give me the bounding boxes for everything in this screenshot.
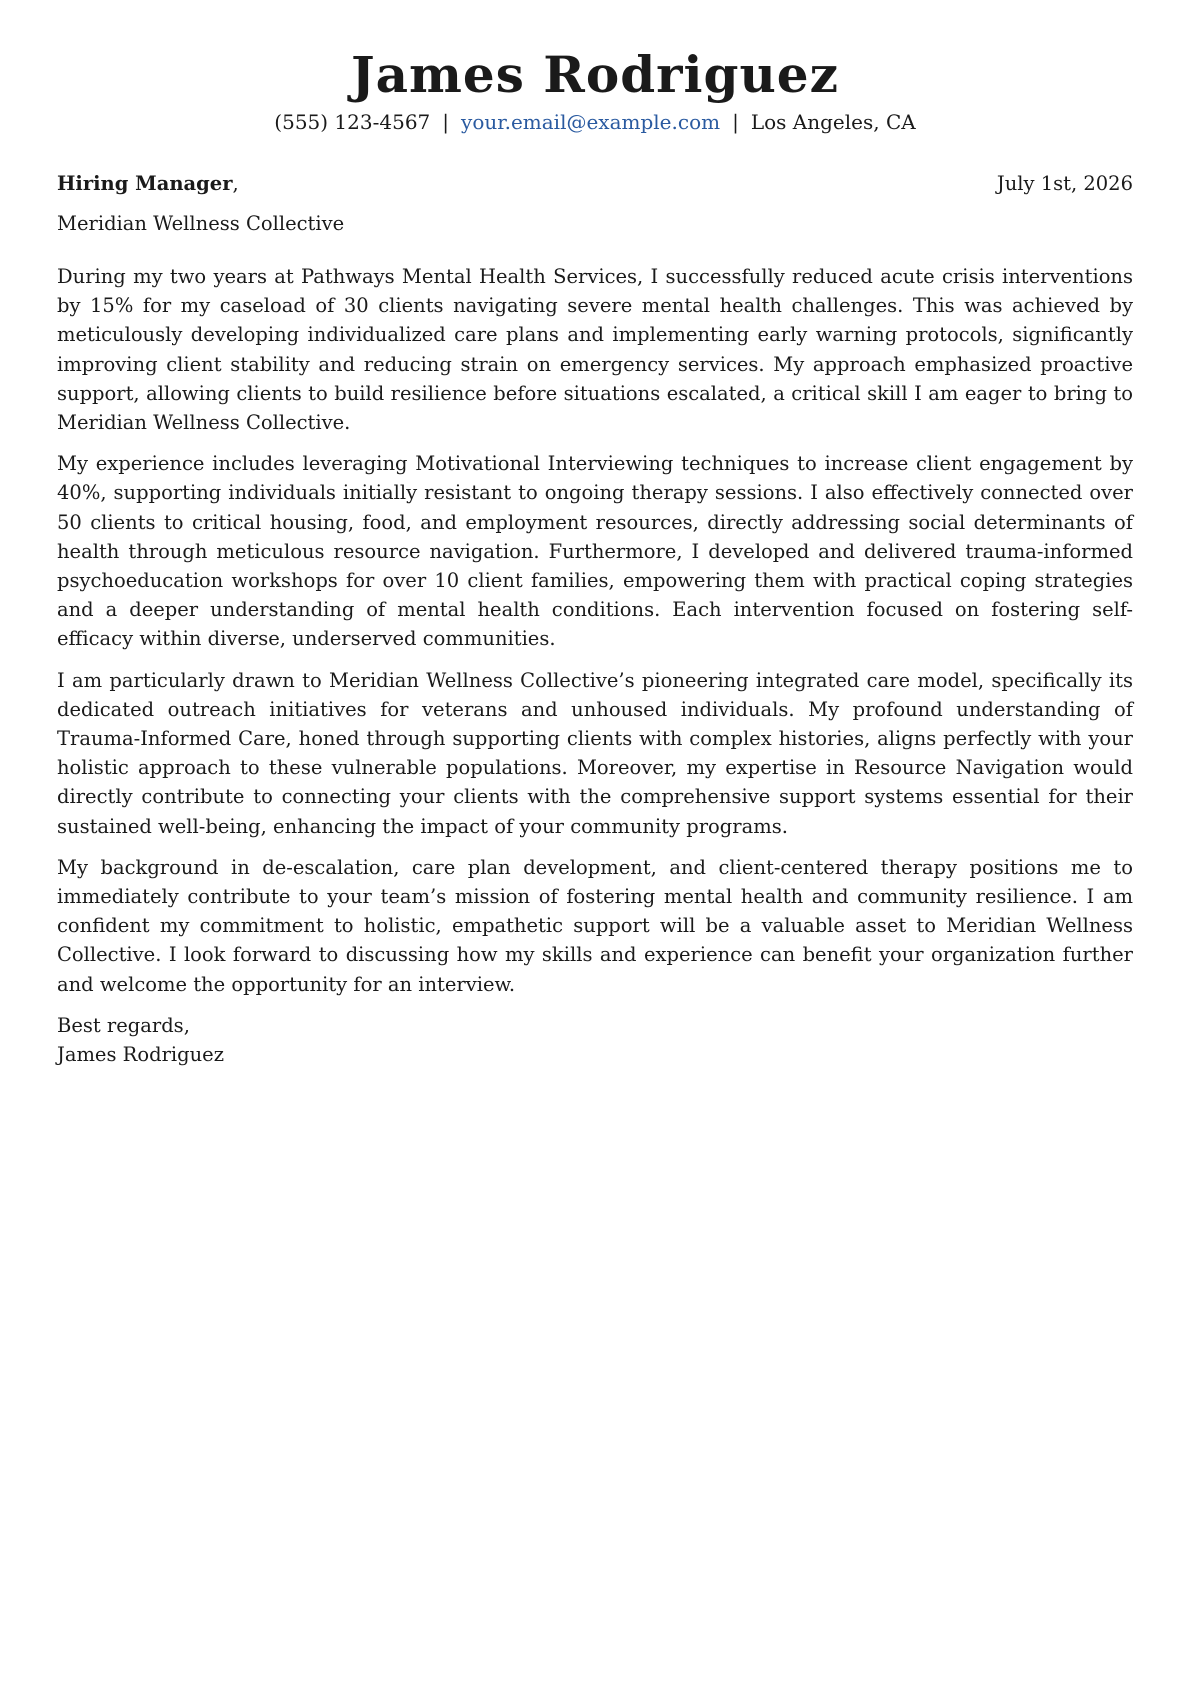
letter-date: July 1st, 2026 <box>996 172 1133 195</box>
recipient-row <box>57 170 1133 198</box>
recipient-company: Meridian Wellness Collective <box>57 212 345 235</box>
recipient-name-suffix: , <box>232 172 239 195</box>
closing-signature: James Rodriguez <box>57 1042 224 1066</box>
recipient-name: Hiring Manager <box>57 172 233 195</box>
email-link[interactable]: your.email@example.com <box>461 110 721 134</box>
body-paragraph: My background in de-escalation, care plan development, and client-centered therapy positions me to immediately contribute to your team’s mission of fostering mental health and community resilience. I am confident my commitment to holistic, empathetic support will be a valuable asset to Meridian Wellness Collective. I look forward to discussing how my skills and experience can benefit your organization further and welcome the opportunity for an interview. <box>57 855 1133 996</box>
location: Los Angeles, CA <box>750 110 916 134</box>
contact-separator: | <box>732 110 739 134</box>
letter-body <box>57 262 1133 999</box>
recipient-greeting <box>57 170 239 198</box>
contact-line <box>57 108 1133 136</box>
body-paragraph: During my two years at Pathways Mental Health Services, I successfully reduced acute crisis interventions by 15% for my caseload of 30 clients navigating severe mental health challenges. This was achieved by meticulously developing individualized care plans and implementing early warning protocols, significantly improving client stability and reducing strain on emergency services. My approach emphasized proactive support, allowing clients to build resilience before situations escalated, a critical skill I am eager to bring to Meridian Wellness Collective. <box>57 265 1133 435</box>
phone-number: (555) 123-4567 <box>274 110 431 134</box>
body-paragraph: My experience includes leveraging Motivational Interviewing techniques to increase client engagement by 40%, supporting individuals initially resistant to ongoing therapy sessions. I also effectively connected over 50 clients to critical housing, food, and employment resources, directly addressing social determinants of health through meticulous resource navigation. Furthermore, I developed and delivered trauma-informed psychoeducation workshops for over 10 client families, empowering them with practical coping strategies and a deeper understanding of mental health conditions. Each intervention focused on fostering self-efficacy within diverse, underserved communities. <box>57 452 1133 651</box>
closing-salutation: Best regards, <box>57 1013 190 1037</box>
applicant-name: James Rodriguez <box>350 45 840 104</box>
contact-separator: | <box>442 110 450 134</box>
letter-closing <box>57 1011 1133 1069</box>
body-paragraph: I am particularly drawn to Meridian Wellness Collective’s pioneering integrated care model, specifically its dedicated outreach initiatives for veterans and unhoused individuals. My profound understanding of Trauma-Informed Care, honed through supporting clients with complex histories, aligns perfectly with your holistic approach to these vulnerable populations. Moreover, my expertise in Resource Navigation would directly contribute to connecting your clients with the comprehensive support systems essential for their sustained well-being, enhancing the impact of your community programs. <box>57 668 1133 838</box>
